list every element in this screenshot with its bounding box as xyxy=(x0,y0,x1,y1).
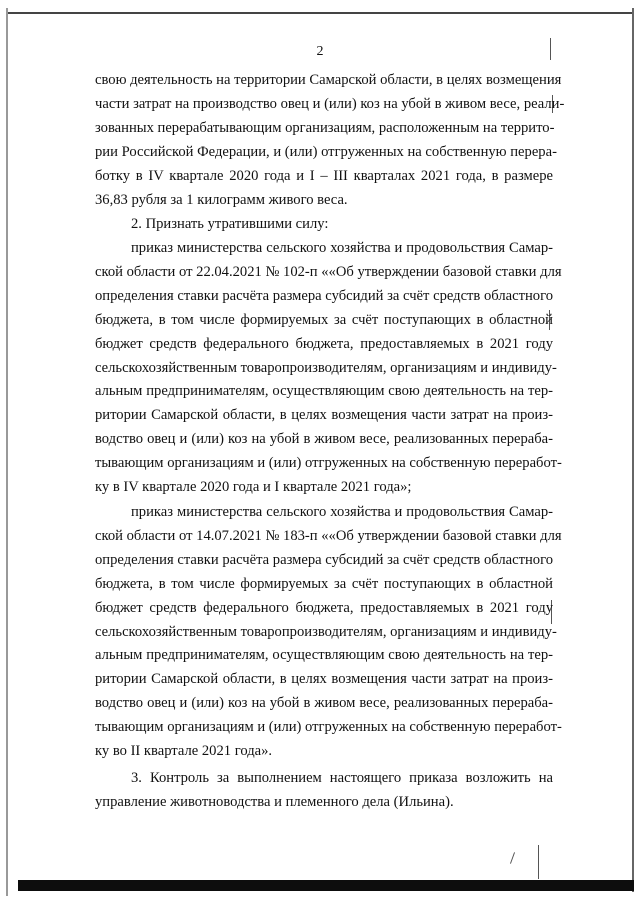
text-line: бюджета, в том числе формируемых за счёт поступающих в областной xyxy=(95,575,553,592)
text-line: 3. Контроль за выполнением настоящего приказа возложить на xyxy=(131,770,553,786)
text-line: бюджет средств федерального бюджета, предоставляемых в 2021 году xyxy=(95,335,553,352)
text-line: альным предпринимателям, осуществляющим свою деятельность на тер- xyxy=(95,647,553,664)
text-line: определения ставки расчёта размера субсидий за счёт средств областного xyxy=(95,551,553,568)
text-line: ку во II квартале 2021 года». xyxy=(95,743,273,759)
text-line: рии Российской Федерации, и (или) отгруженных на собственную перера- xyxy=(95,143,557,160)
text-line: сельскохозяйственным товаропроизводителям, организациям и индивиду- xyxy=(95,623,557,640)
text-line: приказ министерства сельского хозяйства и продовольствия Самар- xyxy=(131,240,553,256)
text-line: части затрат на производство овец и (или) коз на убой в живом весе, реали- xyxy=(95,95,565,112)
text-line: ботку в IV квартале 2020 года и I – III кварталах 2021 года, в размере xyxy=(95,167,553,184)
text-line: бюджет средств федерального бюджета, предоставляемых в 2021 году xyxy=(95,599,553,616)
text-line: водство овец и (или) коз на убой в живом весе, реализованных перераба- xyxy=(95,431,553,448)
scan-margin-mark xyxy=(538,845,539,879)
text-line: свою деятельность на территории Самарской области, в целях возмещения xyxy=(95,72,562,88)
text-line: 36,83 рубля за 1 килограмм живого веса. xyxy=(95,191,348,208)
text-line: сельскохозяйственным товаропроизводителям, организациям и индивиду- xyxy=(95,359,557,376)
text-line: ритории Самарской области, в целях возмещения части затрат на произ- xyxy=(95,671,553,688)
text-line: тывающим организациям и (или) отгруженных на собственную переработ- xyxy=(95,719,562,736)
text-line: ской области от 22.04.2021 № 102-п ««Об утверждении базовой ставки для xyxy=(95,263,562,280)
scan-border-left xyxy=(6,8,8,896)
text-line: тывающим организациям и (или) отгруженных на собственную переработ- xyxy=(95,455,562,472)
scan-margin-mark xyxy=(510,852,515,864)
text-line: водство овец и (или) коз на убой в живом весе, реализованных перераба- xyxy=(95,695,553,712)
text-line: ку в IV квартале 2020 года и I квартале 2021 года»; xyxy=(95,479,412,495)
text-line: определения ставки расчёта размера субсидий за счёт средств областного xyxy=(95,287,553,304)
scan-border-top xyxy=(8,12,634,14)
text-line: управление животноводства и племенного дела (Ильина). xyxy=(95,793,454,810)
text-line: альным предпринимателям, осуществляющим свою деятельность на тер- xyxy=(95,383,553,400)
scan-border-bottom xyxy=(18,880,634,891)
text-line: ской области от 14.07.2021 № 183-п ««Об утверждении базовой ставки для xyxy=(95,527,562,544)
scan-border-right xyxy=(632,8,634,892)
text-line: 2. Признать утратившими силу: xyxy=(131,216,329,232)
page-number: 2 xyxy=(316,44,324,59)
text-line: приказ министерства сельского хозяйства и продовольствия Самар- xyxy=(131,504,553,520)
text-line: бюджета, в том числе формируемых за счёт поступающих в областной xyxy=(95,311,553,328)
text-line: ритории Самарской области, в целях возмещения части затрат на произ- xyxy=(95,407,553,424)
text-line: зованных перерабатывающим организациям, расположенным на террито- xyxy=(95,119,555,136)
